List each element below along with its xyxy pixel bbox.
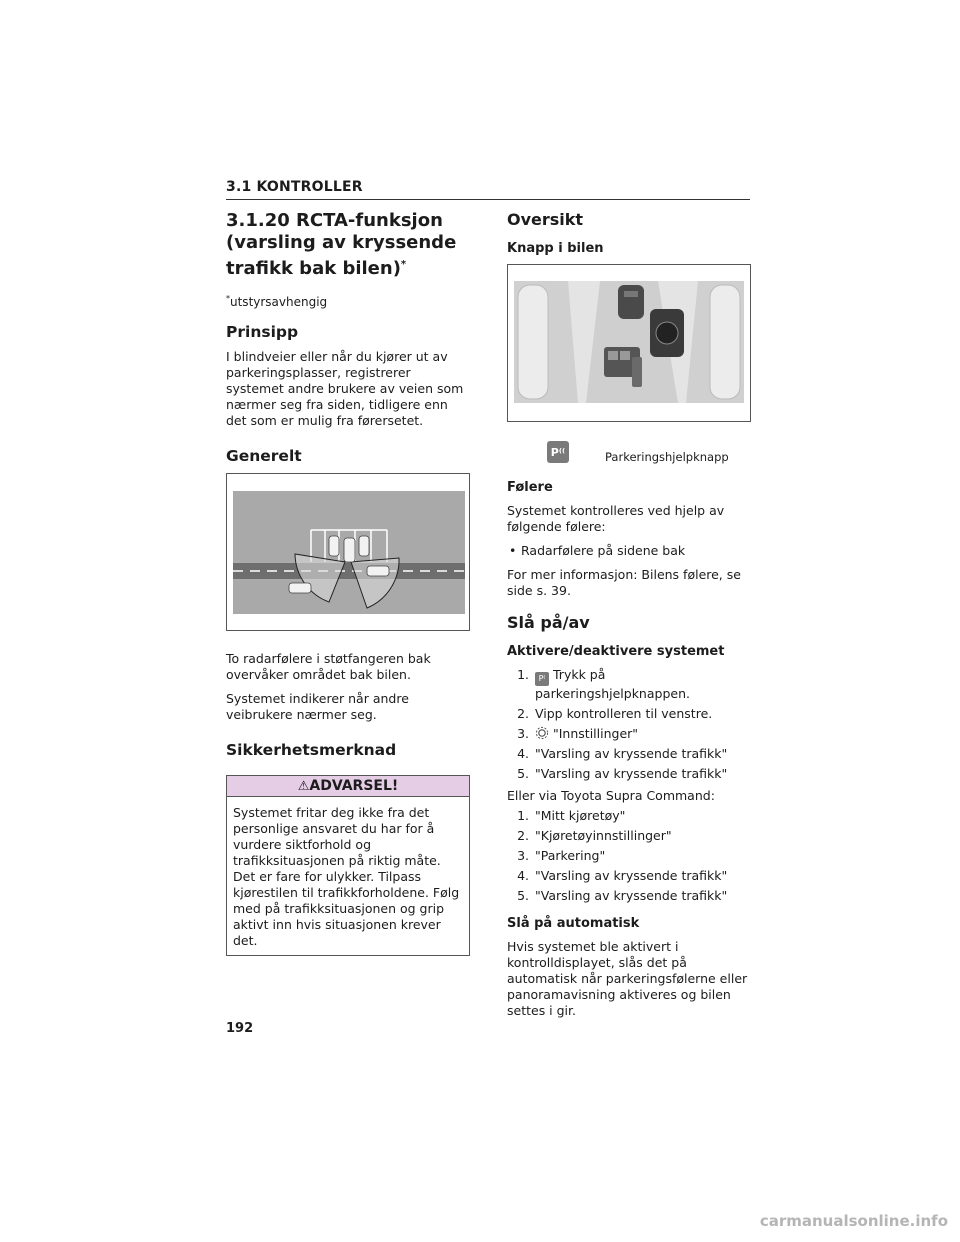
step-text: Vipp kontrolleren til venstre. [535, 706, 713, 721]
activate-heading: Aktivere/deaktivere systemet [507, 644, 725, 659]
auto-text: Hvis systemet ble aktivert i kontrolldisplayet, slås det på automatisk når parkeringsfølerne eller panoramavisning aktiveres og bilen settes i gir. [507, 939, 748, 1018]
chapter-heading: 3.1 KONTROLLER [226, 179, 363, 195]
overview-heading: Oversikt [507, 210, 584, 229]
step-number: 4. [517, 746, 529, 761]
step-number: 4. [517, 868, 529, 883]
page-number: 192 [226, 1021, 254, 1036]
list-item [507, 726, 751, 742]
button-heading: Knapp i bilen [507, 241, 604, 256]
parking-button-caption: Parkeringshjelpknapp [605, 450, 729, 464]
step-number: 2. [517, 828, 529, 843]
parking-lot-illustration [227, 474, 469, 630]
list-item [507, 706, 751, 722]
step-number: 1. [517, 808, 529, 823]
watermark: carmanualsonline.info [759, 1212, 948, 1230]
list-item [507, 828, 751, 844]
car-console-illustration [507, 264, 751, 422]
chapter-rule [226, 199, 750, 200]
list-item [507, 888, 751, 904]
step-text: "Varsling av kryssende trafikk" [535, 868, 728, 883]
step-text: "Kjøretøyinnstillinger" [535, 828, 672, 843]
step-number: 3. [517, 848, 529, 863]
safety-heading: Sikkerhetsmerknad [226, 741, 397, 759]
title-footnote-mark: * [400, 259, 407, 270]
step-text: "Varsling av kryssende trafikk" [535, 766, 728, 781]
via-text: Eller via Toyota Supra Command: [507, 788, 715, 803]
principle-text: I blindveier eller når du kjører ut av parkeringsplasser, registrerer systemet andre brukere av veien som nærmer seg fra siden, tidligere enn det som er mulig fra førersetet. [226, 349, 464, 428]
step-text: "Parkering" [535, 848, 606, 863]
via-steps [507, 808, 751, 904]
activate-steps [507, 667, 751, 782]
warning-title: ADVARSEL! [309, 778, 399, 794]
step-number: 2. [517, 706, 529, 721]
list-item [507, 868, 751, 884]
sensor-list [507, 543, 751, 559]
list-item [507, 667, 751, 702]
general-text-2: Systemet indikerer når andre veibrukere nærmer seg. [226, 691, 409, 722]
principle-heading: Prinsipp [226, 323, 299, 341]
section-title [226, 210, 470, 280]
list-item [507, 766, 751, 782]
onoff-heading: Slå på/av [507, 613, 590, 632]
step-number: 3. [517, 726, 529, 741]
sensors-heading: Følere [507, 480, 553, 495]
warning-box [226, 775, 470, 956]
auto-heading: Slå på automatisk [507, 916, 640, 931]
general-heading: Generelt [226, 447, 302, 465]
sensors-more-text: For mer informasjon: Bilens følere, se side s. 39. [507, 567, 741, 598]
list-item [507, 746, 751, 762]
parking-button-row [547, 440, 751, 464]
list-item [507, 848, 751, 864]
footnote-mark: * [226, 294, 230, 303]
center-console-photo [508, 265, 750, 421]
list-item: • Radarfølere på sidene bak [507, 543, 751, 559]
step-number: 5. [517, 766, 529, 781]
step-number: 5. [517, 888, 529, 903]
section-title-text: 3.1.20 RCTA-funksjon (varsling av kryssende trafikk bak bilen) [226, 210, 457, 279]
parking-assist-icon: P⁽ [535, 672, 549, 686]
step-text: "Innstillinger" [553, 726, 639, 741]
gear-icon [535, 726, 549, 740]
parking-assist-icon: P⁽⁽ [547, 441, 569, 463]
warning-text: Systemet fritar deg ikke fra det personlige ansvaret du har for å vurdere siktforhold og trafikksituasjonen på riktig måte. Det er fare for ulykker. Tilpass kjørestilen til trafikkforholdene. Følg med på trafikksituasjonen og grip aktivt inn hvis situasjonen krever det. [233, 805, 460, 948]
step-number: 1. [517, 667, 529, 682]
step-text: "Mitt kjøretøy" [535, 808, 626, 823]
general-text-1: To radarfølere i støtfangeren bak overvåker området bak bilen. [226, 651, 431, 682]
step-text: "Varsling av kryssende trafikk" [535, 746, 728, 761]
footnote-text: utstyrsavhengig [230, 295, 328, 309]
rcta-illustration [226, 473, 470, 631]
warning-header [227, 776, 469, 797]
footnote [226, 294, 470, 309]
warning-triangle-icon: ⚠ [297, 779, 310, 794]
list-item [507, 808, 751, 824]
step-text: Trykk på parkeringshjelpknappen. [535, 667, 690, 701]
right-column [507, 208, 751, 1027]
sensors-text: Systemet kontrolleres ved hjelp av følgende følere: [507, 503, 725, 534]
step-text: "Varsling av kryssende trafikk" [535, 888, 728, 903]
left-column [226, 208, 470, 956]
